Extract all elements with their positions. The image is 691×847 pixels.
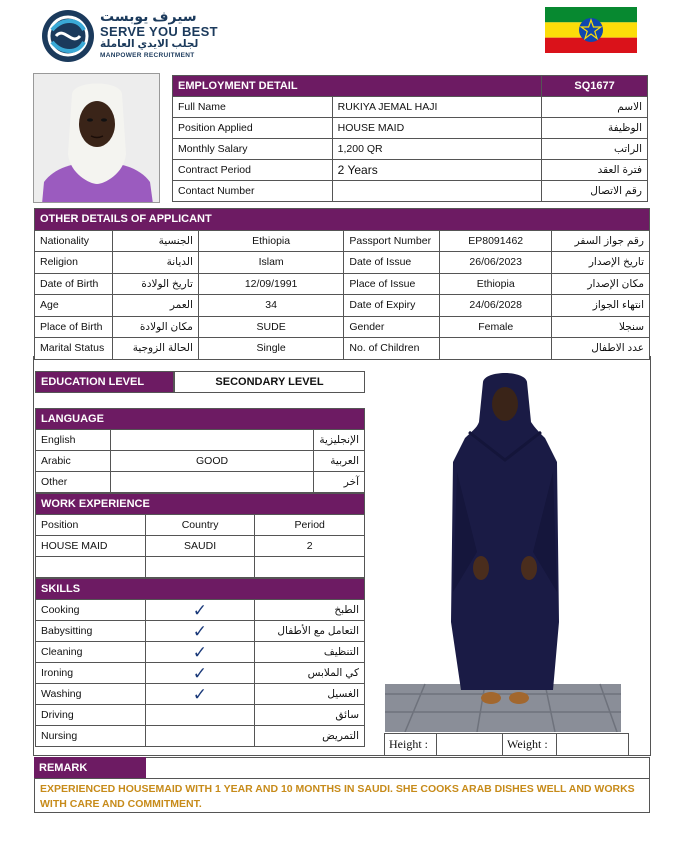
field-label-arabic: الاسم: [542, 97, 648, 118]
height-value: [437, 734, 503, 755]
table-row: [35, 252, 650, 274]
field-label-arabic: الديانة: [112, 252, 198, 274]
field-label: Contact Number: [173, 181, 333, 202]
table-row: [36, 557, 365, 578]
check-icon: ✓: [192, 600, 207, 620]
field-label-arabic: مكان الولادة: [112, 316, 198, 338]
check-icon: ✓: [192, 621, 207, 641]
table-row: [35, 295, 650, 317]
field-label-arabic: سنجلا: [552, 316, 650, 338]
field-label-arabic: تاريخ الإصدار: [552, 252, 650, 274]
skill-label: Washing: [36, 684, 146, 705]
table-row: [35, 316, 650, 338]
field-label: Place of Issue: [344, 273, 440, 295]
field-label-arabic: الراتب: [542, 139, 648, 160]
skill-label: Ironing: [36, 663, 146, 684]
field-label-arabic: الحالة الزوجية: [112, 338, 198, 360]
work-period: [255, 557, 365, 578]
field-label: Full Name: [173, 97, 333, 118]
skill-label-arabic: التعامل مع الأطفال: [255, 621, 365, 642]
employment-header: EMPLOYMENT DETAIL: [173, 76, 542, 97]
work-country: SAUDI: [145, 536, 255, 557]
skill-label-arabic: سائق: [255, 705, 365, 726]
field-label: Monthly Salary: [173, 139, 333, 160]
language-label-arabic: آخر: [314, 472, 365, 493]
field-label: Nationality: [35, 230, 113, 252]
applicant-portrait-photo: [33, 73, 160, 203]
logo-arabic-sub: لجلب الايدي العاملة: [100, 38, 199, 50]
contract-value: 2 Years: [332, 160, 542, 181]
skill-label-arabic: التمريض: [255, 726, 365, 747]
ethiopia-flag-icon: [545, 7, 637, 53]
birth-place-value: SUDE: [198, 316, 344, 338]
skills-header: SKILLS: [36, 579, 365, 600]
table-row: [36, 621, 365, 642]
skill-label: Babysitting: [36, 621, 146, 642]
contact-value: [332, 181, 542, 202]
table-row: [36, 684, 365, 705]
remark-text: EXPERIENCED HOUSEMAID WITH 1 YEAR AND 10 MONTHS IN SAUDI. SHE COOKS ARAB DISHES WELL AND WORKS WITH CARE AND COMMITMENT.: [40, 783, 635, 810]
field-label-arabic: مكان الإصدار: [552, 273, 650, 295]
birth-date-value: 12/09/1991: [198, 273, 344, 295]
work-period: 2: [255, 536, 365, 557]
language-label: Other: [36, 472, 111, 493]
table-row: [173, 139, 648, 160]
check-icon: ✓: [192, 642, 207, 662]
field-label: Contract Period: [173, 160, 333, 181]
field-label-arabic: العمر: [112, 295, 198, 317]
field-label-arabic: تاريخ الولادة: [112, 273, 198, 295]
table-row: [35, 273, 650, 295]
field-label: Date of Issue: [344, 252, 440, 274]
nationality-value: Ethiopia: [198, 230, 344, 252]
check-icon: ✓: [192, 684, 207, 704]
field-label-arabic: الجنسية: [112, 230, 198, 252]
table-row: [36, 600, 365, 621]
education-level-row: [35, 371, 365, 393]
field-label: Gender: [344, 316, 440, 338]
skill-label: Driving: [36, 705, 146, 726]
education-value: SECONDARY LEVEL: [174, 371, 365, 393]
other-details-table: [34, 208, 650, 360]
other-details-header: OTHER DETAILS OF APPLICANT: [35, 209, 650, 231]
table-row: [36, 705, 365, 726]
full-name-value: RUKIYA JEMAL HAJI: [332, 97, 542, 118]
skill-label-arabic: التنظيف: [255, 642, 365, 663]
field-label: No. of Children: [344, 338, 440, 360]
table-row: [36, 430, 365, 451]
skill-label-arabic: الطبخ: [255, 600, 365, 621]
language-level: GOOD: [110, 451, 314, 472]
field-label: Age: [35, 295, 113, 317]
weight-label: Weight :: [503, 734, 557, 755]
weight-value: [557, 734, 628, 755]
field-label: Religion: [35, 252, 113, 274]
field-label-arabic: عدد الاطفال: [552, 338, 650, 360]
passport-value: EP8091462: [440, 230, 552, 252]
skill-label: Cooking: [36, 600, 146, 621]
language-label-arabic: العربية: [314, 451, 365, 472]
work-position: [36, 557, 146, 578]
table-row: [36, 472, 365, 493]
height-label: Height :: [385, 734, 437, 755]
expiry-date-value: 24/06/2028: [440, 295, 552, 317]
remark-header: REMARK: [34, 757, 146, 778]
language-header: LANGUAGE: [36, 409, 365, 430]
table-row: [173, 181, 648, 202]
column-header: Period: [255, 515, 365, 536]
field-label-arabic: رقم الاتصال: [542, 181, 648, 202]
education-label: EDUCATION LEVEL: [35, 371, 174, 393]
table-row: [36, 536, 365, 557]
table-row: [173, 118, 648, 139]
skill-label-arabic: الغسيل: [255, 684, 365, 705]
field-label-arabic: فترة العقد: [542, 160, 648, 181]
table-row: [36, 663, 365, 684]
salary-value: 1,200 QR: [332, 139, 542, 160]
height-weight-row: [384, 733, 629, 756]
religion-value: Islam: [198, 252, 344, 274]
logo-tagline: MANPOWER RECRUITMENT: [100, 52, 195, 59]
language-label: Arabic: [36, 451, 111, 472]
work-experience-table: [35, 493, 365, 578]
field-label: Position Applied: [173, 118, 333, 139]
issue-date-value: 26/06/2023: [440, 252, 552, 274]
applicant-skills-stack: [35, 408, 365, 747]
work-experience-header: WORK EXPERIENCE: [36, 494, 365, 515]
skill-label: Nursing: [36, 726, 146, 747]
column-header: Country: [145, 515, 255, 536]
applicant-full-body-photo: [385, 372, 621, 732]
table-row: [36, 642, 365, 663]
field-label: Place of Birth: [35, 316, 113, 338]
marital-status-value: Single: [198, 338, 344, 360]
language-level: [110, 430, 314, 451]
work-position: HOUSE MAID: [36, 536, 146, 557]
table-row: [35, 230, 650, 252]
table-row: [36, 451, 365, 472]
issue-place-value: Ethiopia: [440, 273, 552, 295]
work-country: [145, 557, 255, 578]
skill-label: Cleaning: [36, 642, 146, 663]
skill-label-arabic: كي الملابس: [255, 663, 365, 684]
reference-code: SQ1677: [542, 76, 648, 97]
language-label: English: [36, 430, 111, 451]
language-table: [35, 408, 365, 493]
skills-table: [35, 578, 365, 747]
field-label-arabic: الوظيفة: [542, 118, 648, 139]
position-value: HOUSE MAID: [332, 118, 542, 139]
language-level: [110, 472, 314, 493]
column-header: Position: [36, 515, 146, 536]
field-label: Date of Birth: [35, 273, 113, 295]
age-value: 34: [198, 295, 344, 317]
field-label-arabic: انتهاء الجواز: [552, 295, 650, 317]
field-label: Passport Number: [344, 230, 440, 252]
field-label: Marital Status: [35, 338, 113, 360]
logo-arabic-name: سيرف يوبست: [100, 8, 197, 24]
table-header-row: [36, 515, 365, 536]
table-row: [173, 160, 648, 181]
table-row: [36, 726, 365, 747]
check-icon: ✓: [192, 663, 207, 683]
field-label-arabic: رقم جواز السفر: [552, 230, 650, 252]
remark-divider: [34, 778, 650, 779]
field-label: Date of Expiry: [344, 295, 440, 317]
logo-english-name: SERVE YOU BEST: [100, 24, 218, 39]
gender-value: Female: [440, 316, 552, 338]
employment-detail-table: [172, 75, 648, 202]
table-row: [173, 97, 648, 118]
language-label-arabic: الإنجليزية: [314, 430, 365, 451]
